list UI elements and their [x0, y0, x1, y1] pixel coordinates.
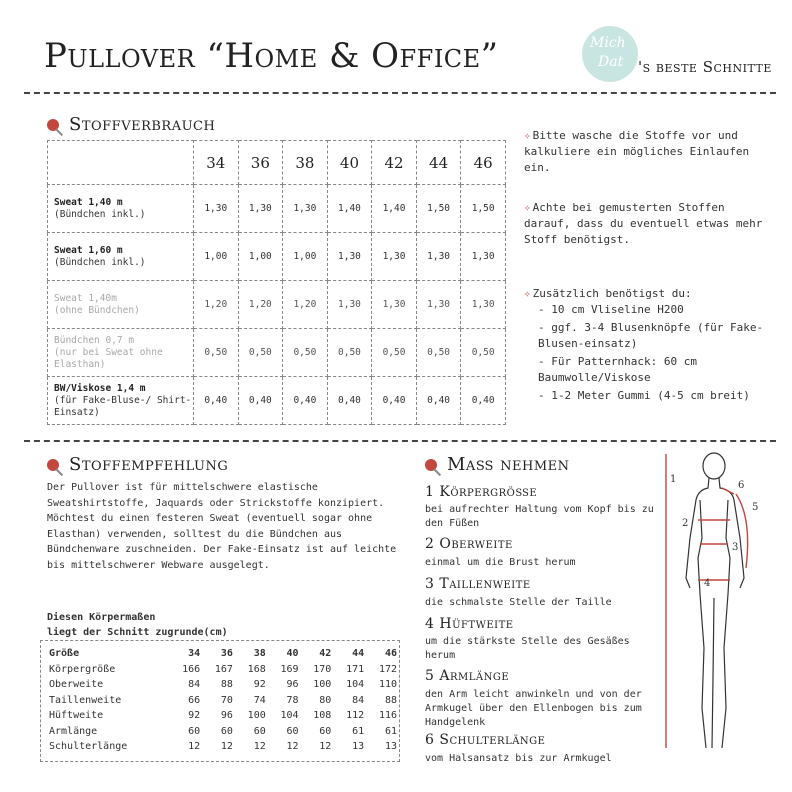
- fabric-row-label: [48, 233, 194, 281]
- fabric-row: [48, 281, 506, 329]
- fabric-value: 1,30: [416, 281, 461, 329]
- measure-item-title: 4 Hüftweite: [425, 616, 514, 632]
- measure-item-title: 1 Körpergröße: [425, 484, 538, 500]
- section-fabric-title: Stoffverbrauch: [69, 114, 216, 135]
- measure-value: 12: [188, 741, 201, 753]
- section-recommendation-heading: [47, 454, 228, 475]
- fabric-value: 0,50: [238, 329, 283, 377]
- fabric-row: [48, 185, 506, 233]
- fabric-value: 0,40: [194, 377, 239, 425]
- fabric-value: 1,30: [416, 233, 461, 281]
- note-wash-text: Bitte wasche die Stoffe vor und kalkuliere ein mögliches Einlaufen ein.: [524, 129, 750, 174]
- note-pattern-text: Achte bei gemusterten Stoffen darauf, dass du eventuell etwas mehr Stoff benötigst.: [524, 201, 763, 246]
- figure-label: 5: [752, 502, 759, 513]
- body-sizes-title-line: liegt der Schnitt zugrunde(cm): [47, 627, 228, 638]
- measure-value: 170: [313, 663, 332, 675]
- fabric-value: 0,40: [238, 377, 283, 425]
- figure-leg-inner: [712, 598, 714, 748]
- measure-label: Hüftweite: [49, 710, 104, 722]
- measure-value: 112: [346, 710, 365, 722]
- size-header: 46: [461, 141, 506, 185]
- fabric-value: 1,20: [194, 281, 239, 329]
- note-pattern: [524, 200, 774, 248]
- measure-value: 104: [280, 710, 299, 722]
- size-header: 34: [188, 648, 201, 660]
- body-sizes-table: [47, 646, 399, 755]
- measure-item-title: 3 Taillenweite: [425, 576, 531, 592]
- note-extra-item: - ggf. 3-4 Blusenknöpfe (für Fake-Blusen-einsatz): [538, 321, 764, 350]
- size-header: 38: [283, 141, 328, 185]
- brand-suffix: 's beste Schnitte: [638, 58, 772, 76]
- fabric-value: 1,30: [461, 233, 506, 281]
- measure-value: 61: [352, 725, 365, 737]
- measure-label: Schulterlänge: [49, 741, 128, 753]
- measure-value: 12: [253, 741, 266, 753]
- fabric-row-label: [48, 329, 194, 377]
- size-header: 36: [238, 141, 283, 185]
- body-figure-illustration: [660, 448, 776, 768]
- body-outline: [686, 453, 744, 748]
- note-extra-item: - 10 cm Vliseline H200: [538, 303, 684, 316]
- measure-label: Taillenweite: [49, 694, 122, 706]
- body-sizes-row: [47, 724, 399, 740]
- measure-item-title: 2 Oberweite: [425, 536, 513, 552]
- fabric-value: 1,50: [461, 185, 506, 233]
- body-sizes-title: [47, 610, 228, 640]
- fabric-value: 0,50: [461, 329, 506, 377]
- measure-label: Oberweite: [49, 679, 104, 691]
- fabric-value: 1,00: [283, 233, 328, 281]
- pin-icon: ✧: [524, 129, 531, 142]
- measure-value: 100: [247, 710, 266, 722]
- fabric-name: Sweat 1,40 m: [54, 196, 123, 208]
- measure-value: 84: [188, 679, 201, 691]
- body-sizes-title-line: Diesen Körpermaßen: [47, 612, 156, 623]
- fabric-sub: (nur bei Sweat ohne Elasthan): [54, 346, 163, 370]
- measure-value: 168: [247, 663, 266, 675]
- divider: [24, 440, 776, 442]
- note-extra-list: [524, 302, 774, 404]
- measure-value: 92: [188, 710, 201, 722]
- measure-value: 100: [313, 679, 332, 691]
- note-extra-item: - 1-2 Meter Gummi (4-5 cm breit): [538, 389, 750, 402]
- measure-item-desc: die schmalste Stelle der Taille: [425, 597, 612, 608]
- measure-value: 61: [384, 725, 397, 737]
- fabric-name: Sweat 1,60 m: [54, 244, 123, 256]
- measure-value: 60: [220, 725, 233, 737]
- size-header: 42: [319, 648, 332, 660]
- logo-text-1: Mich: [590, 35, 626, 51]
- logo-text-2: Dat: [598, 54, 624, 70]
- fabric-value: 1,20: [238, 281, 283, 329]
- fabric-value: 0,50: [327, 329, 372, 377]
- body-sizes-row: [47, 693, 399, 709]
- shoulder-line: [722, 488, 734, 494]
- recommendation-text: Der Pullover ist für mittelschwere elastische Sweatshirtstoffe, Jaquards oder Strickstoffe konzipiert. Möchtest du einen festeren Sweat (eventuell sogar ohne Elasthan) verwenden, solltest du die Bündchen aus Bündchenware zuschneiden. Der Fake-Einsatz ist auf leichte bis mittelschwerer Webware ausgelegt.: [47, 482, 397, 571]
- fabric-value: 0,50: [283, 329, 328, 377]
- measure-value: 60: [286, 725, 299, 737]
- figure-label: 4: [704, 578, 711, 589]
- measure-item-desc: vom Halsansatz bis zur Armkugel: [425, 753, 612, 764]
- body-sizes-row: [47, 677, 399, 693]
- measure-value: 60: [253, 725, 266, 737]
- measure-value: 66: [188, 694, 201, 706]
- note-wash: [524, 128, 774, 176]
- measure-value: 96: [220, 710, 233, 722]
- fabric-value: 1,30: [372, 281, 417, 329]
- pin-icon: [47, 119, 59, 131]
- fabric-value: 1,30: [194, 185, 239, 233]
- measure-value: 88: [384, 694, 397, 706]
- measure-lines: [666, 454, 748, 748]
- body-sizes-header-row: [47, 646, 399, 662]
- measure-value: 70: [220, 694, 233, 706]
- fabric-sub: (Bündchen inkl.): [54, 256, 146, 268]
- section-measure-heading: [425, 454, 570, 475]
- measure-item-desc: um die stärkste Stelle des Gesäßes herum: [425, 636, 630, 661]
- size-label: Größe: [49, 648, 80, 660]
- fabric-value: 0,50: [194, 329, 239, 377]
- measure-value: 13: [352, 741, 365, 753]
- section-fabric-heading: [47, 114, 215, 135]
- figure-labels: [670, 474, 758, 589]
- measure-value: 110: [378, 679, 397, 691]
- fabric-value: 1,20: [283, 281, 328, 329]
- fabric-value: 1,00: [238, 233, 283, 281]
- measure-value: 108: [313, 710, 332, 722]
- measure-value: 104: [346, 679, 365, 691]
- fabric-table: [47, 140, 506, 425]
- figure-arms: [686, 478, 744, 588]
- fabric-corner-cell: [48, 141, 194, 185]
- fabric-value: 1,30: [461, 281, 506, 329]
- measure-item-title: 6 Schulterlänge: [425, 732, 546, 748]
- size-header: 40: [327, 141, 372, 185]
- section-measure-title: Maß nehmen: [447, 454, 570, 475]
- pin-icon: [47, 459, 59, 471]
- measure-value: 169: [280, 663, 299, 675]
- fabric-value: 1,30: [327, 281, 372, 329]
- figure-label: 1: [670, 474, 677, 485]
- pin-icon: ✧: [524, 287, 531, 300]
- measure-item-desc: den Arm leicht anwinkeln und von der Armkugel über den Ellenbogen bis zum Handgelenk: [425, 689, 642, 728]
- measure-item-desc: einmal um die Brust herum: [425, 557, 576, 568]
- fabric-sub: (Bündchen inkl.): [54, 208, 146, 220]
- measure-value: 60: [319, 725, 332, 737]
- note-extra: [524, 286, 774, 404]
- pin-icon: [425, 459, 437, 471]
- fabric-row-label: [48, 185, 194, 233]
- brand-logo: [582, 26, 638, 82]
- fabric-row: [48, 377, 506, 425]
- measure-value: 80: [319, 694, 332, 706]
- measure-value: 12: [286, 741, 299, 753]
- fabric-row: [48, 329, 506, 377]
- body-sizes-row: [47, 739, 399, 755]
- size-header: 46: [384, 648, 397, 660]
- fabric-name: BW/Viskose 1,4 m: [54, 382, 146, 394]
- fabric-value: 0,40: [283, 377, 328, 425]
- measure-value: 60: [188, 725, 201, 737]
- fabric-value: 0,40: [416, 377, 461, 425]
- measure-value: 84: [352, 694, 365, 706]
- size-header: 36: [220, 648, 233, 660]
- fabric-header-row: [48, 141, 506, 185]
- measure-value: 12: [220, 741, 233, 753]
- divider: [24, 92, 776, 94]
- size-header: 34: [194, 141, 239, 185]
- body-sizes-row: [47, 708, 399, 724]
- fabric-value: 1,30: [372, 233, 417, 281]
- note-extra-intro: Zusätzlich benötigst du:: [532, 287, 692, 300]
- fabric-row: [48, 233, 506, 281]
- figure-label: 2: [682, 518, 689, 529]
- measure-value: 166: [182, 663, 201, 675]
- measure-value: 167: [214, 663, 233, 675]
- fabric-value: 0,40: [461, 377, 506, 425]
- fabric-name: Bündchen 0,7 m: [54, 334, 135, 346]
- measure-label: Körpergröße: [49, 663, 116, 675]
- measure-value: 171: [346, 663, 365, 675]
- figure-label: 3: [732, 542, 739, 553]
- measure-item-desc: bei aufrechter Haltung vom Kopf bis zu den Füßen: [425, 504, 654, 529]
- fabric-value: 1,00: [194, 233, 239, 281]
- measure-item-title: 5 Armlänge: [425, 668, 510, 684]
- measure-value: 13: [384, 741, 397, 753]
- size-header: 38: [253, 648, 266, 660]
- fabric-value: 0,50: [372, 329, 417, 377]
- fabric-value: 1,30: [283, 185, 328, 233]
- figure-head: [703, 453, 725, 479]
- fabric-value: 0,40: [372, 377, 417, 425]
- measure-value: 74: [253, 694, 266, 706]
- body-sizes-row: [47, 662, 399, 678]
- page-title: Pullover “Home & Office”: [44, 36, 499, 76]
- section-recommendation-title: Stoffempfehlung: [69, 454, 229, 475]
- measure-value: 78: [286, 694, 299, 706]
- measure-value: 92: [253, 679, 266, 691]
- measure-value: 116: [378, 710, 397, 722]
- measure-value: 12: [319, 741, 332, 753]
- fabric-row-label: [48, 281, 194, 329]
- fabric-name: Sweat 1,40m: [54, 292, 117, 304]
- fabric-row-label: [48, 377, 194, 425]
- fabric-sub: (für Fake-Bluse-/ Shirt-Einsatz): [54, 394, 192, 418]
- fabric-value: 1,50: [416, 185, 461, 233]
- measure-label: Armlänge: [49, 725, 98, 737]
- measure-value: 96: [286, 679, 299, 691]
- figure-label: 6: [738, 480, 745, 491]
- pin-icon: ✧: [524, 201, 531, 214]
- fabric-value: 0,40: [327, 377, 372, 425]
- size-header: 40: [286, 648, 299, 660]
- size-header: 42: [372, 141, 417, 185]
- fabric-value: 1,30: [238, 185, 283, 233]
- size-header: 44: [416, 141, 461, 185]
- measure-value: 172: [378, 663, 397, 675]
- fabric-value: 1,40: [372, 185, 417, 233]
- fabric-value: 0,50: [416, 329, 461, 377]
- note-extra-item: - Für Patternhack: 60 cm Baumwolle/Viskose: [538, 355, 697, 384]
- fabric-value: 1,30: [327, 233, 372, 281]
- fabric-value: 1,40: [327, 185, 372, 233]
- measure-value: 88: [220, 679, 233, 691]
- fabric-sub: (ohne Bündchen): [54, 304, 140, 316]
- size-header: 44: [352, 648, 365, 660]
